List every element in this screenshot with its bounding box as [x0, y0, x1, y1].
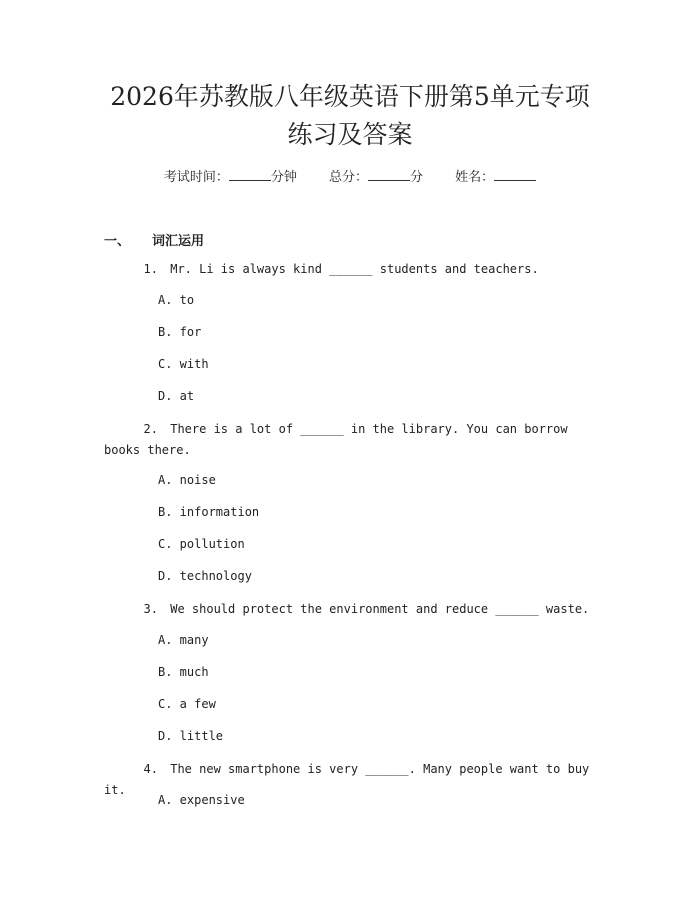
question-1 — [104, 259, 604, 280]
option-2c[interactable]: C. pollution — [158, 537, 245, 551]
option-3b[interactable]: B. much — [158, 665, 209, 679]
option-2d[interactable]: D. technology — [158, 569, 252, 583]
option-2b[interactable]: B. information — [158, 505, 260, 519]
option-3c[interactable]: C. a few — [158, 697, 216, 711]
exam-info — [0, 166, 700, 185]
question-text: The new smartphone is very ______. Many people want to buy it. — [104, 762, 590, 797]
document-title — [0, 78, 700, 154]
question-2 — [104, 419, 584, 461]
option-2a[interactable]: A. noise — [158, 473, 216, 487]
question-number: 1. — [143, 262, 158, 276]
question-text: We should protect the environment and reduce ______ waste. — [170, 602, 590, 616]
title-line-2: 练习及答案 — [287, 120, 413, 149]
score-blank — [368, 168, 410, 181]
option-3a[interactable]: A. many — [158, 633, 209, 647]
time-label: 考试时间： — [163, 170, 229, 185]
exam-time — [164, 170, 297, 185]
question-3 — [104, 599, 604, 620]
name-label: 姓名： — [455, 170, 495, 185]
time-unit: 分钟 — [270, 170, 297, 185]
option-1d[interactable]: D. at — [158, 389, 195, 403]
section-number: 一、 — [104, 234, 131, 249]
section-title: 词汇运用 — [152, 234, 205, 249]
question-text: There is a lot of ______ in the library. You can borrow books there. — [104, 422, 568, 457]
option-4a[interactable]: A. expensive — [158, 793, 245, 807]
option-1a[interactable]: A. to — [158, 293, 195, 307]
total-score — [329, 170, 423, 185]
question-number: 3. — [143, 602, 158, 616]
student-name — [455, 170, 536, 185]
score-label: 总分： — [328, 170, 368, 185]
question-text: Mr. Li is always kind ______ students and teachers. — [170, 262, 539, 276]
question-number: 4. — [143, 762, 158, 776]
option-1c[interactable]: C. with — [158, 357, 209, 371]
time-blank — [229, 168, 271, 181]
name-blank — [494, 168, 536, 181]
option-3d[interactable]: D. little — [158, 729, 224, 743]
section-heading — [104, 230, 204, 249]
question-number: 2. — [143, 422, 158, 436]
option-1b[interactable]: B. for — [158, 325, 202, 339]
score-unit: 分 — [410, 170, 424, 185]
title-line-1: 2026年苏教版八年级英语下册第5单元专项 — [110, 82, 590, 111]
